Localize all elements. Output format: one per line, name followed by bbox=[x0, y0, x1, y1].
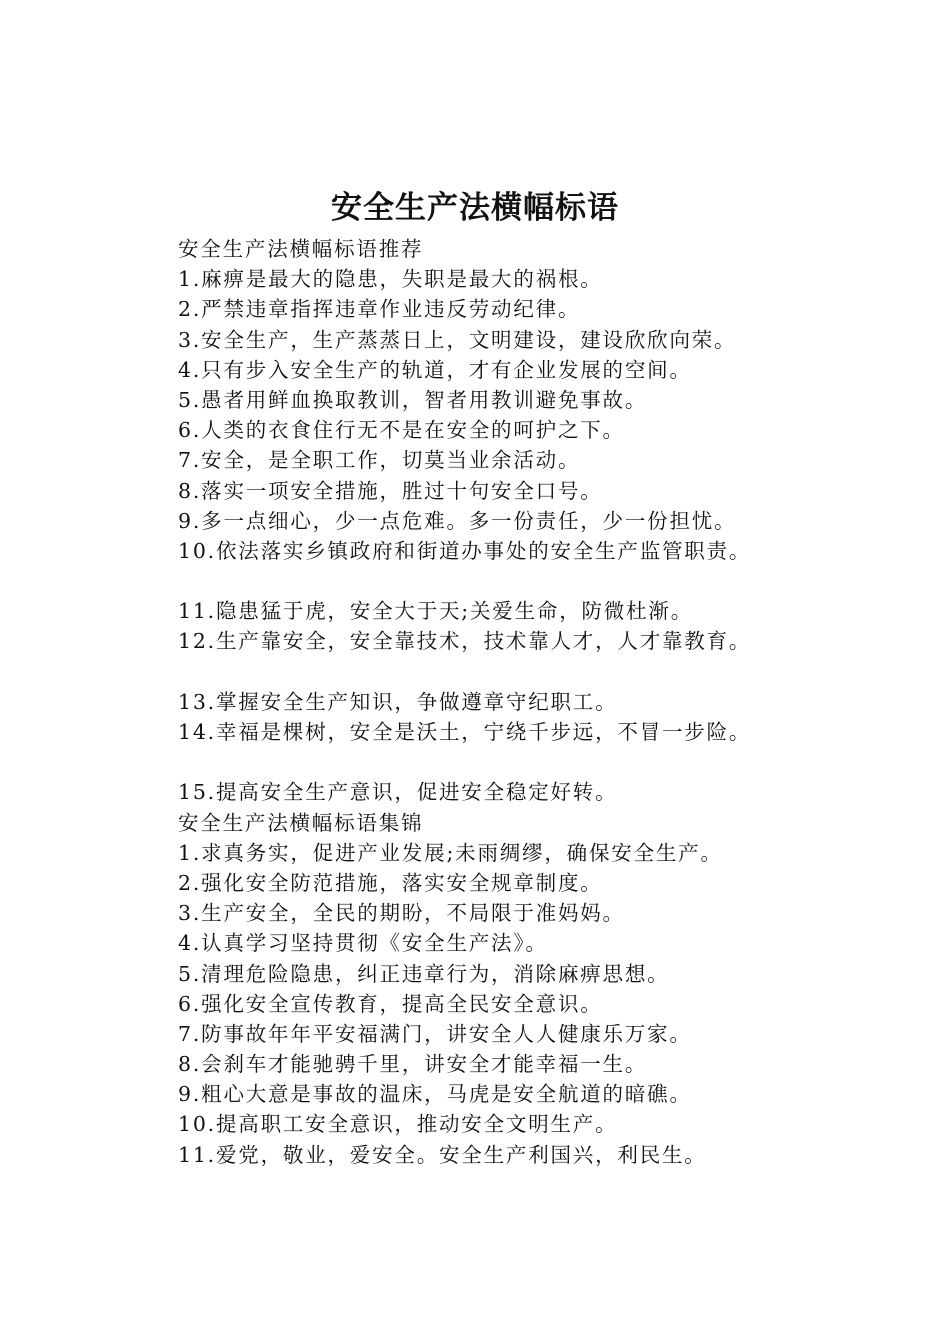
slogan-item: 7.防事故年年平安福满门，讲安全人人健康乐万家。 bbox=[178, 1021, 692, 1046]
blank-line bbox=[178, 657, 938, 687]
slogan-item: 10.提高职工安全意识，推动安全文明生产。 bbox=[178, 1112, 618, 1137]
slogan-item: 6.强化安全宣传教育，提高全民安全意识。 bbox=[178, 991, 603, 1016]
section-heading-recommended: 安全生产法横幅标语推荐 bbox=[178, 237, 424, 261]
slogan-item: 8.落实一项安全措施，胜过十句安全口号。 bbox=[178, 478, 603, 503]
slogan-item: 2.强化安全防范措施，落实安全规章制度。 bbox=[178, 870, 603, 895]
slogan-item: 4.只有步入安全生产的轨道，才有企业发展的空间。 bbox=[178, 357, 692, 382]
slogan-item: 5.愚者用鲜血换取教训，智者用教训避免事故。 bbox=[178, 387, 648, 412]
slogan-item: 14.幸福是棵树，安全是沃土，宁绕千步远，不冒一步险。 bbox=[178, 720, 752, 744]
slogan-item: 9.多一点细心，少一点危难。多一份责任，少一份担忧。 bbox=[178, 508, 737, 533]
slogan-item: 2.严禁违章指挥违章作业违反劳动纪律。 bbox=[178, 297, 581, 322]
slogan-item: 3.安全生产，生产蒸蒸日上，文明建设，建设欣欣向荣。 bbox=[178, 327, 737, 352]
slogan-item: 11.爱党，敬业，爱安全。安全生产利国兴，利民生。 bbox=[178, 1142, 707, 1167]
slogan-item: 12.生产靠安全，安全靠技术，技术靠人才，人才靠教育。 bbox=[178, 629, 752, 654]
slogan-item: 8.会刹车才能驰骋千里，讲安全才能幸福一生。 bbox=[178, 1052, 648, 1077]
slogan-item: 6.人类的衣食住行无不是在安全的呵护之下。 bbox=[178, 418, 625, 443]
slogan-item: 5.清理危险隐患，纠正违章行为，消除麻痹思想。 bbox=[178, 961, 670, 986]
slogan-item: 1.求真务实，促进产业发展;未雨绸缪，确保安全生产。 bbox=[178, 840, 723, 865]
document-title: 安全生产法横幅标语 bbox=[331, 190, 619, 226]
slogan-item: 9.粗心大意是事故的温床，马虎是安全航道的暗礁。 bbox=[178, 1082, 692, 1107]
slogan-item: 10.依法落实乡镇政府和街道办事处的安全生产监管职责。 bbox=[178, 538, 752, 563]
slogan-item: 4.认真学习坚持贯彻《安全生产法》。 bbox=[178, 931, 548, 956]
section-heading-collection: 安全生产法横幅标语集锦 bbox=[178, 810, 424, 835]
document-body bbox=[178, 234, 938, 1170]
slogan-item: 7.安全，是全职工作，切莫当业余活动。 bbox=[178, 448, 581, 473]
slogan-item: 1.麻痹是最大的隐患，失职是最大的祸根。 bbox=[178, 267, 603, 292]
slogan-item: 3.生产安全，全民的期盼，不局限于准妈妈。 bbox=[178, 901, 625, 926]
blank-line bbox=[178, 566, 938, 596]
blank-line bbox=[178, 747, 938, 777]
slogan-item: 13.掌握安全生产知识，争做遵章守纪职工。 bbox=[178, 689, 618, 714]
slogan-item: 11.隐患猛于虎，安全大于天;关爱生命，防微杜渐。 bbox=[178, 599, 694, 624]
slogan-item: 15.提高安全生产意识，促进安全稳定好转。 bbox=[178, 780, 618, 805]
